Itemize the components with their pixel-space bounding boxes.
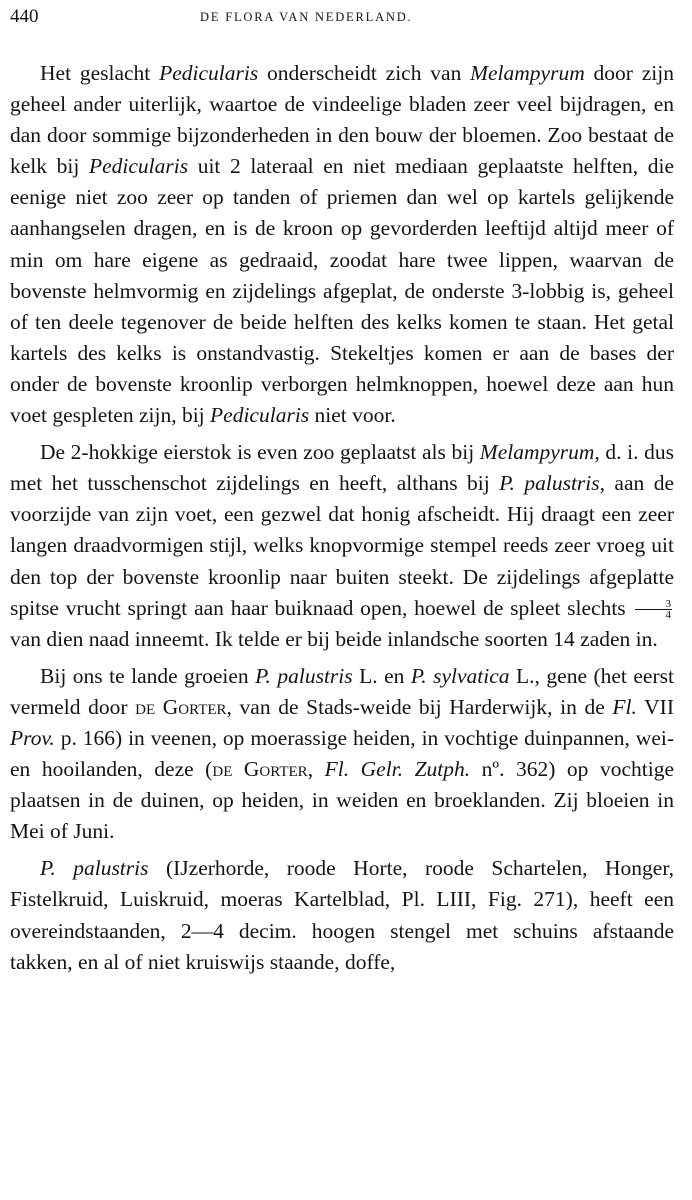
- text-run: Bij ons te lande groeien: [40, 663, 256, 688]
- paragraph-3: [10, 661, 674, 848]
- running-title: DE FLORA VAN NEDERLAND.: [200, 10, 413, 24]
- genus-name: Pedicularis: [210, 403, 310, 428]
- book-page: [10, 6, 674, 984]
- citation: Prov.: [10, 725, 55, 750]
- text-run: nº. 362) op vochtige plaatsen in de duinen, op heiden, in weiden en broeklanden. Zij bloeien in Mei of Juni.: [10, 757, 675, 844]
- text-run: p. 166) in veenen, op moerassige heiden, in vochtige duinpannen, wei- en hooilanden, deze (: [10, 725, 674, 782]
- species-name: P. palustris,: [499, 471, 605, 496]
- citation: Fl. Gelr. Zutph.: [324, 757, 471, 782]
- species-name: P. palustris: [255, 663, 353, 688]
- genus-name: Pedicularis: [88, 154, 189, 179]
- text-run: (IJzerhorde, roode Horte, roode Schartelen, Honger, Fistelkruid, Luiskruid, moeras Kartelblad, Pl. LIII, Fig. 271), heeft een overeindstaanden, 2—4 decim. hoogen stengel met schuins afstaande takken, en al of niet kruiswijs staande, doffe,: [10, 856, 674, 974]
- genus-name: Melampyrum: [470, 61, 585, 85]
- text-run: L. en: [352, 663, 411, 688]
- text-run: , van de Stads-weide bij Harderwijk, in de: [226, 694, 613, 719]
- page-header: [10, 6, 674, 30]
- genus-name: Pedicularis: [159, 61, 259, 85]
- fraction-denominator: 4: [665, 609, 671, 622]
- fraction: [635, 599, 673, 620]
- genus-name: Melampyrum,: [479, 440, 600, 465]
- citation: Fl.: [612, 694, 637, 719]
- text-run: van dien naad inneemt. Ik telde er bij beide inlandsche soorten 14 zaden in.: [10, 626, 658, 651]
- text-run: VII: [636, 694, 674, 719]
- text-run: d. i. dus met het tusschenschot zijdelings en heeft, althans bij: [10, 440, 674, 496]
- text-run: niet voor.: [309, 403, 396, 428]
- text-run: aan de voorzijde van zijn voet, een gezwel dat honig afscheidt. Hij draagt een zeer langen draadvormigen stijl, welks knopvormige stempel reeds zeer vroeg uit den top der bovenste kroonlip naar buiten steekt. De zijdelings afgeplatte spitse vrucht springt aan haar buiknaad open, hoewel de spleet slechts: [10, 471, 674, 620]
- author-name: de Gorter: [212, 757, 308, 782]
- text-run: onderscheidt zich van: [258, 61, 471, 85]
- text-run: L., gene (het eerst vermeld door: [10, 663, 674, 719]
- paragraph-2: [10, 437, 674, 655]
- text-run: Het geslacht: [40, 61, 160, 85]
- author-name: de Gorter: [135, 694, 227, 719]
- paragraph-4: [10, 853, 674, 977]
- text-run: ,: [307, 757, 325, 782]
- page-number: 440: [10, 6, 39, 27]
- text-run: De 2-hokkige eierstok is even zoo geplaatst als bij: [40, 440, 480, 465]
- text-run: uit 2 lateraal en niet mediaan geplaatste helften, die eenige niet zoo zeer op tanden of priemen dan wel op kartels gelijkende aanhangselen dragen, en is de kroon op gevorderden leeftijd altijd meer of min om hare eigene as gedraaid, zoodat hare twee lippen, waarvan de bovenste helmvormig en zijdelings afgeplat, de onderste 3-lobbig is, geheel of ten deele tegenover de beide helften des kelks komen te staan. Het getal kartels des kelks is onstandvastig. Stekeltjes komen er aan de bases der onder de bovenste kroonlip verborgen helmknoppen, hoewel deze aan hun voet gespleten zijn, bij: [10, 154, 674, 428]
- fraction-numerator: 3: [635, 599, 673, 610]
- species-name: P. palustris: [40, 856, 149, 881]
- species-name: P. sylvatica: [410, 663, 510, 688]
- text-run: door zijn geheel ander uiterlijk, waartoe de vindeelige bladen zeer veel bijdragen, en dan door sommige bijzonderheden in den bouw der bloemen. Zoo bestaat de kelk bij: [10, 61, 674, 179]
- paragraph-1: [10, 58, 674, 431]
